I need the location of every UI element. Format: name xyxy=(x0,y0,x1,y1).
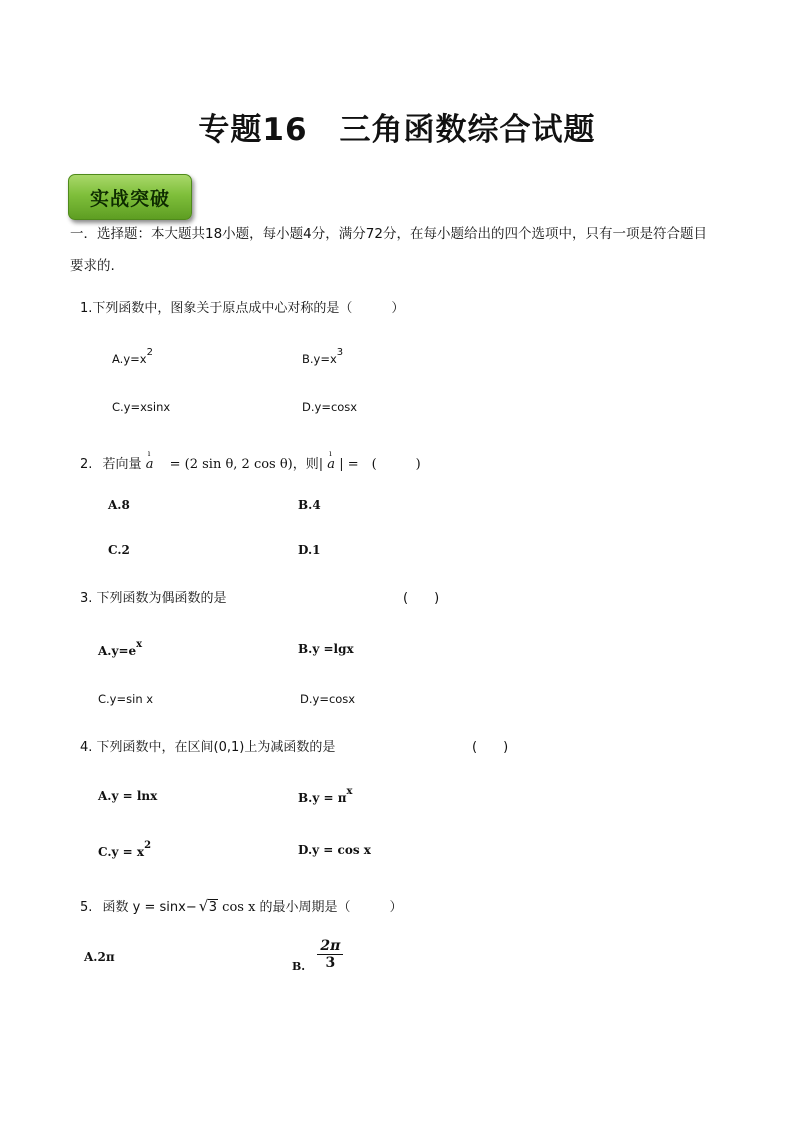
question-2-option-d: D.1 xyxy=(298,543,321,557)
intro-line-1: 一．选择题：本大题共18小题，每小题4分，满分72分，在每小题给出的四个选项中，只有一项是符合题目 xyxy=(70,226,707,242)
question-4-answer-paren: ( ) xyxy=(472,740,509,755)
question-4-option-a: A.y = lnx xyxy=(98,789,158,803)
question-3-answer-paren: ( ) xyxy=(403,591,440,606)
question-1-option-a: $A.y=x^2$ xyxy=(112,347,153,366)
question-4-option-c: $C.y = x^2$ xyxy=(98,840,152,859)
question-4-stem: 4. 下列函数中，在区间(0,1)上为减函数的是 xyxy=(80,740,336,755)
question-3-option-c: C.y=sin x xyxy=(98,692,154,706)
question-2-option-a: A.8 xyxy=(108,498,130,512)
question-1-stem: 1.下列函数中，图象关于原点成中心对称的是（ ） xyxy=(80,301,405,316)
question-3-option-b: B.y =lgx xyxy=(298,642,354,656)
question-5-stem: 5. 函数 y = sinx−√ 3 cos x 的最小周期是（ ） xyxy=(80,896,403,915)
section-badge: 实战突破 xyxy=(68,174,192,220)
question-2-stem: 2. 若向量 ı a = (2 sin θ, 2 cos θ)，则| ı a | = ( ) xyxy=(80,449,421,472)
question-2-option-b: B.4 xyxy=(298,498,321,512)
question-5-option-a: A.2π xyxy=(84,950,115,964)
question-3-option-d: D.y=cosx xyxy=(300,692,356,706)
fraction-two-pi-over-three: $\frac{2\pi}{3}$ xyxy=(317,938,343,971)
sqrt-symbol: √ 3 xyxy=(199,900,218,915)
question-4-option-d: D.y = cos x xyxy=(298,843,371,857)
question-5-option-b: B. $\frac{2\pi}{3}$ xyxy=(292,938,343,971)
question-3-stem: 3. 下列函数为偶函数的是 xyxy=(80,591,227,606)
page-title: 专题16 三角函数综合试题 xyxy=(198,112,596,148)
intro-line-2: 要求的. xyxy=(70,258,115,274)
question-3-option-a: $A.y=e^x$ xyxy=(98,639,143,658)
question-1-option-b: $B.y=x^3$ xyxy=(302,347,344,366)
question-4-option-b: $B.y = \pi^x$ xyxy=(298,786,353,805)
question-1-option-c: C.y=xsinx xyxy=(112,400,171,414)
question-2-option-c: C.2 xyxy=(108,543,130,557)
question-1-option-d: D.y=cosx xyxy=(302,400,358,414)
